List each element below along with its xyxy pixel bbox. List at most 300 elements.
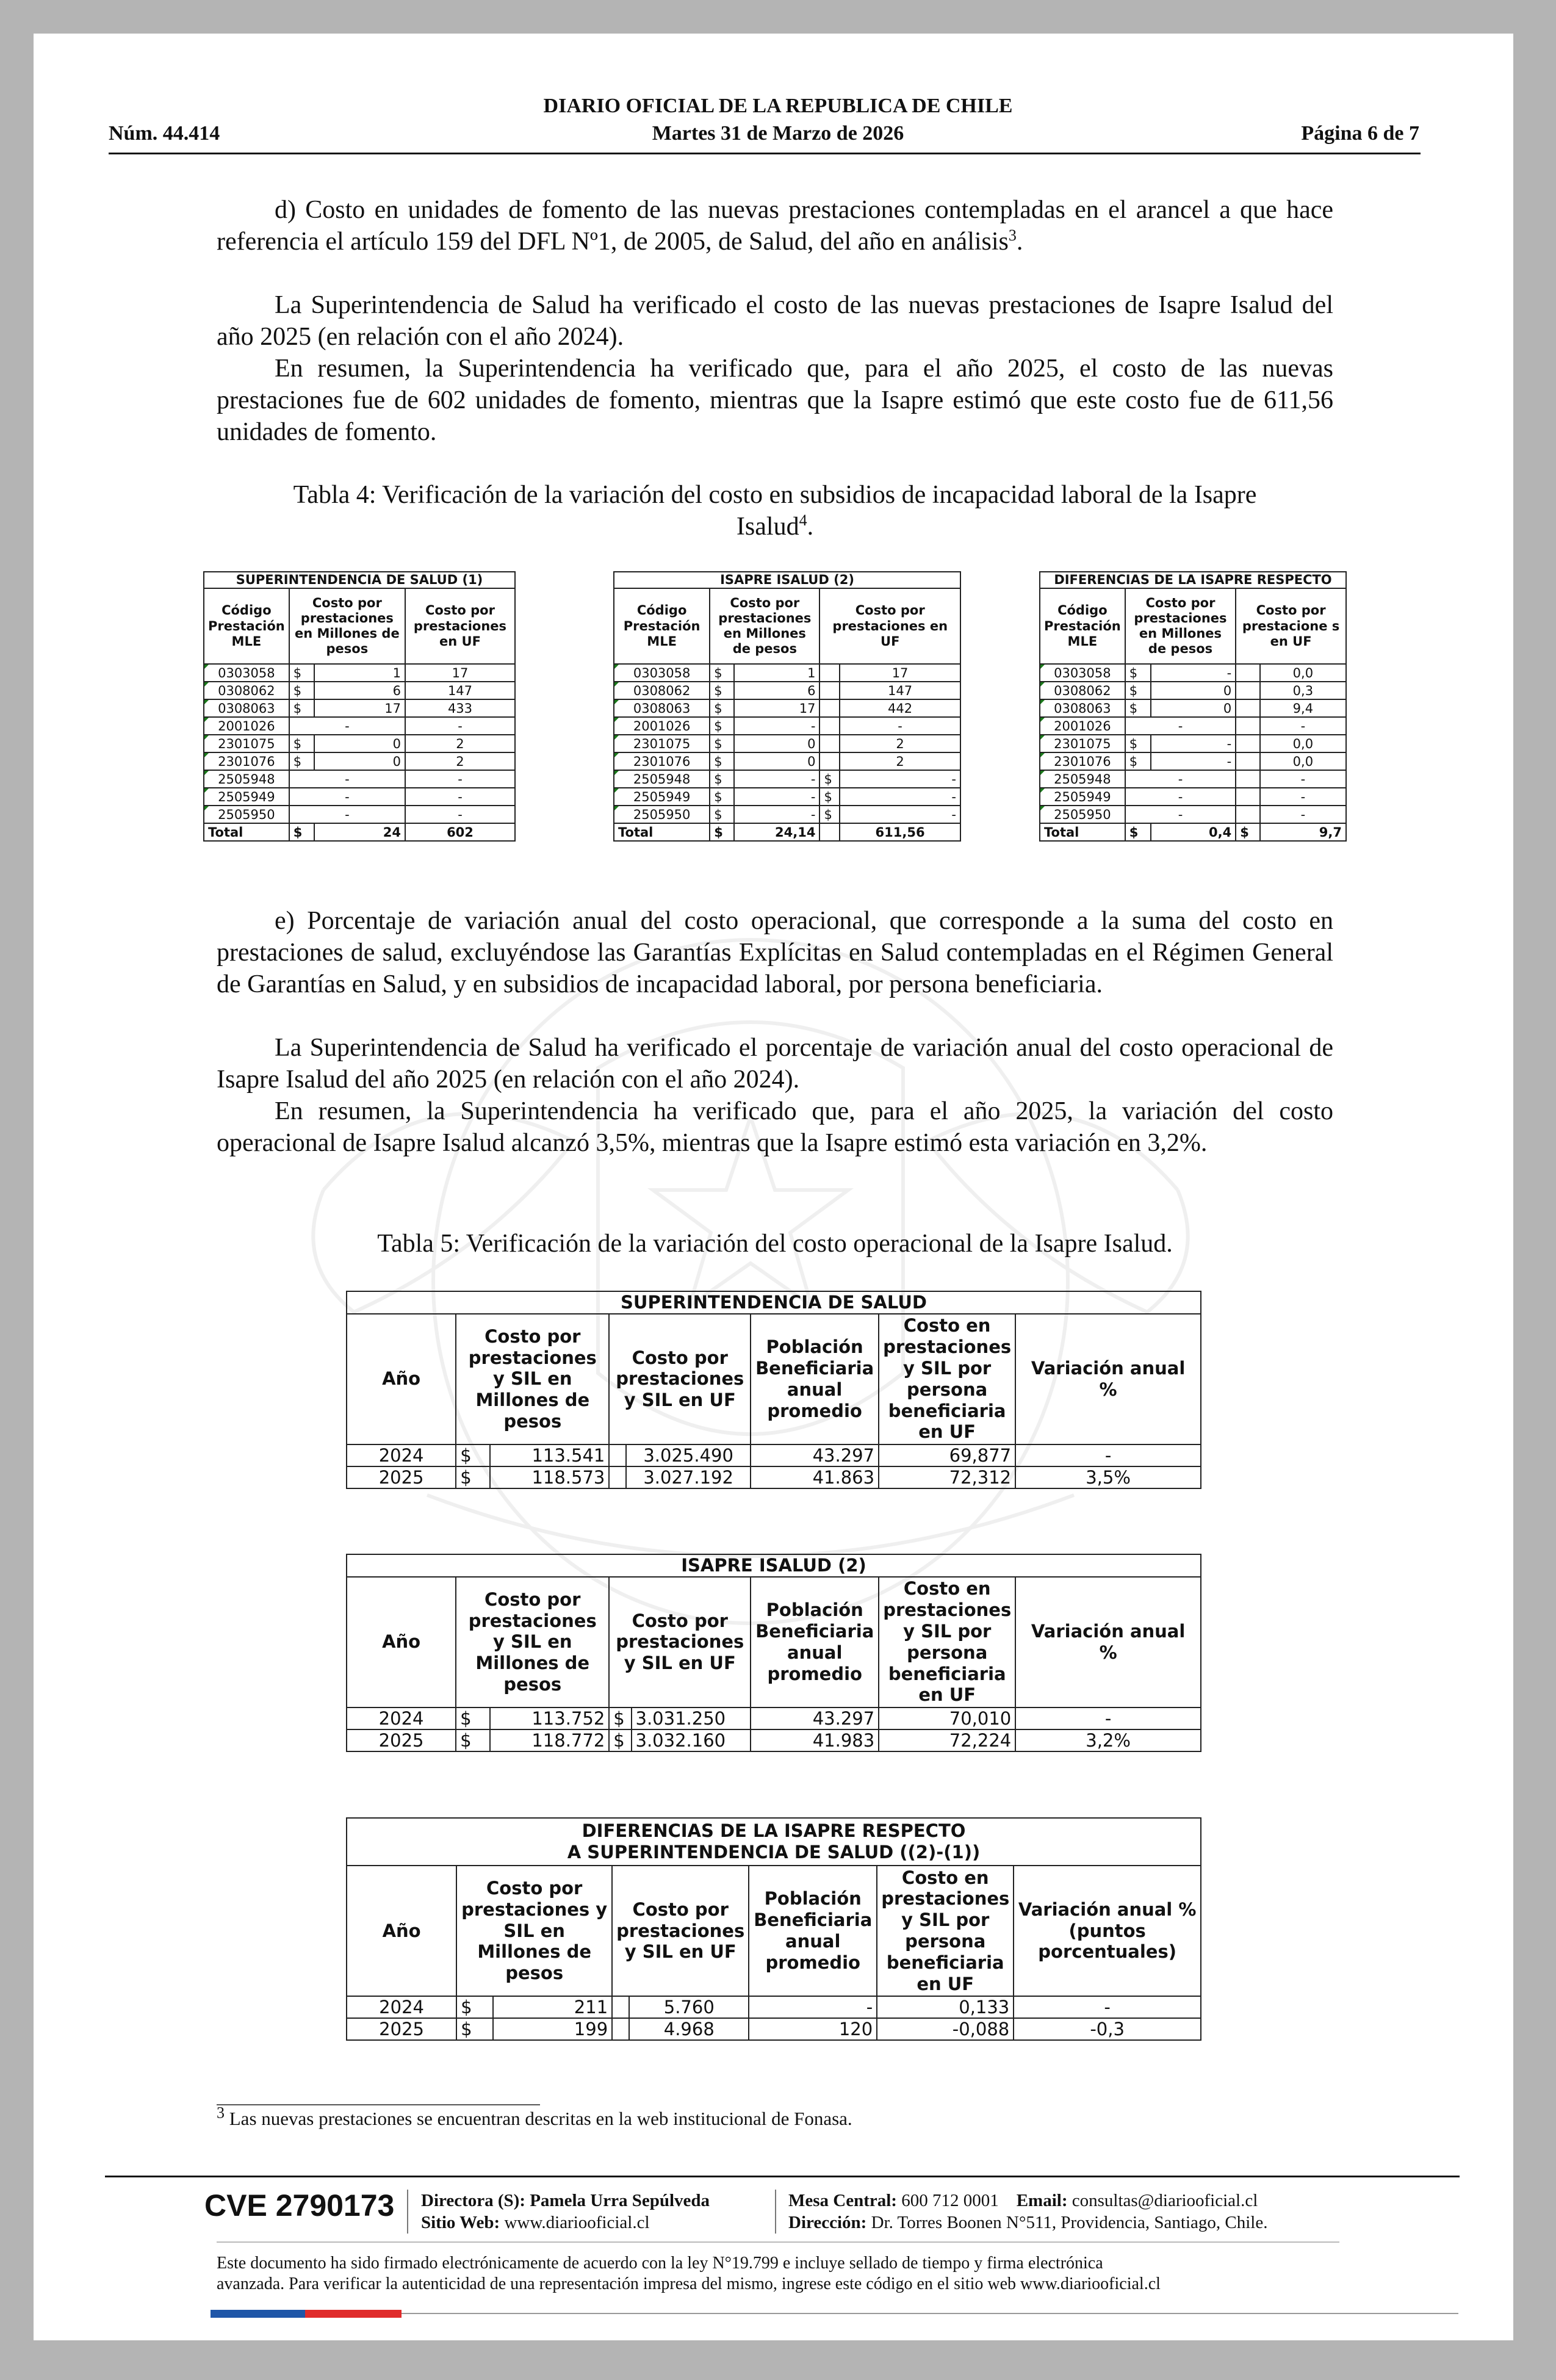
currency-cell — [1236, 752, 1260, 770]
col-codigo: Código Prestación MLE — [614, 588, 710, 664]
legal-notice: Este documento ha sido firmado electrónicamente de acuerdo con la ley N°19.799 e incluye sellado de tiempo y firma electrónica avanzada. Para verificar la autenticidad de una representación impresa del mismo, ingrese este código en el sitio web www.diariooficial.cl — [217, 2254, 1161, 2293]
currency-cell: $ — [710, 735, 734, 752]
cell-marker-icon — [1040, 665, 1045, 669]
col-poblacion: Población Beneficiaria anual promedio — [749, 1866, 877, 1996]
poblacion-cell: 41.983 — [751, 1729, 879, 1751]
costo-uf-cell: - — [1260, 806, 1346, 823]
costo-uf-cell: 17 — [405, 664, 515, 682]
costo-uf-cell: 433 — [405, 699, 515, 717]
total-row — [1040, 823, 1346, 841]
costo-persona-cell: 70,010 — [879, 1707, 1015, 1729]
costo-uf-cell: 3.031.250 — [632, 1707, 751, 1729]
costo-uf-cell: 0,0 — [1260, 664, 1346, 682]
col-poblacion: Población Beneficiaria anual promedio — [751, 1314, 879, 1444]
costo-uf-cell: - — [840, 806, 960, 823]
costo-uf-cell: 9,7 — [1260, 823, 1346, 841]
cell-marker-icon — [204, 771, 209, 775]
costo-uf-cell: 442 — [840, 699, 960, 717]
cell-marker-icon — [1040, 806, 1045, 810]
currency-cell: $ — [710, 699, 734, 717]
cell-marker-icon — [1040, 753, 1045, 757]
currency-cell — [1236, 735, 1260, 752]
table-row — [614, 770, 960, 788]
costo-uf-cell: - — [405, 717, 515, 735]
costo-pesos-cell: - — [289, 806, 405, 823]
poblacion-cell: 43.297 — [751, 1444, 879, 1466]
cell-marker-icon — [1040, 682, 1045, 687]
footnote-rule — [217, 2104, 540, 2105]
table-row — [614, 664, 960, 682]
currency-cell — [1236, 806, 1260, 823]
currency-cell: $ — [1125, 682, 1151, 699]
codigo-cell: 0303058 — [1040, 664, 1125, 682]
cell-marker-icon — [614, 788, 619, 793]
col-costo-pesos: Costo por prestaciones en Millones de pesos — [1125, 588, 1236, 664]
currency-cell — [1236, 664, 1260, 682]
cell-marker-icon — [204, 682, 209, 687]
col-costo-pesos: Costo por prestaciones en Millones de pesos — [710, 588, 819, 664]
cell-marker-icon — [204, 788, 209, 793]
currency-cell: $ — [710, 664, 734, 682]
table5-dif-title: DIFERENCIAS DE LA ISAPRE RESPECTO A SUPERINTENDENCIA DE SALUD ((2)-(1)) — [347, 1818, 1201, 1866]
table-row — [1040, 664, 1346, 682]
variacion-cell: -0,3 — [1014, 2018, 1201, 2040]
table-row — [347, 1729, 1201, 1751]
table-row — [204, 664, 515, 682]
currency-cell — [819, 699, 840, 717]
section-e-p3: En resumen, la Superintendencia ha verificado que, para el año 2025, la variación del costo operacional de Isapre Isalud alcanzó 3,5%, mientras que la Isapre estimó esta variación en 3,2%. — [217, 1097, 1333, 1157]
codigo-cell: Total — [1040, 823, 1125, 841]
costo-pesos-cell: 0 — [314, 735, 405, 752]
cell-marker-icon — [614, 682, 619, 687]
currency-cell: $ — [1125, 752, 1151, 770]
costo-pesos-cell: - — [289, 770, 405, 788]
codigo-cell: 0308063 — [614, 699, 710, 717]
costo-uf-cell: 4.968 — [629, 2018, 749, 2040]
col-costo-uf: Costo por prestaciones en UF — [819, 588, 960, 664]
cell-marker-icon — [204, 665, 209, 669]
costo-pesos-cell: - — [1125, 770, 1236, 788]
table5-sup-title: SUPERINTENDENCIA DE SALUD — [347, 1291, 1201, 1314]
anio-cell: 2025 — [347, 1466, 456, 1488]
section-d-p3: En resumen, la Superintendencia ha verificado que, para el año 2025, el costo de las nuevas prestaciones fue de 602 unidades de fomento, mientras que la Isapre estimó que este costo fue de 611,56 unidades de fomento. — [217, 355, 1333, 446]
issue-date: Martes 31 de Marzo de 2026 — [652, 122, 904, 145]
costo-pesos-cell: - — [1125, 717, 1236, 735]
codigo-cell: 2301076 — [1040, 752, 1125, 770]
codigo-cell: 2505948 — [1040, 770, 1125, 788]
costo-uf-cell: 17 — [840, 664, 960, 682]
currency-cell — [1236, 788, 1260, 806]
costo-pesos-cell: 1 — [314, 664, 405, 682]
section-d-p2: La Superintendencia de Salud ha verificado el costo de las nuevas prestaciones de Isapre Isalud del año 2025 (en relación con el año 2024). — [217, 291, 1333, 351]
codigo-cell: 2001026 — [204, 717, 289, 735]
currency-cell: $ — [819, 806, 840, 823]
poblacion-cell: - — [749, 1996, 877, 2018]
currency-cell: $ — [1236, 823, 1260, 841]
table-row — [614, 788, 960, 806]
cell-marker-icon — [614, 718, 619, 722]
table-row — [204, 682, 515, 699]
cell-marker-icon — [1040, 735, 1045, 740]
col-codigo: Código Prestación MLE — [1040, 588, 1125, 664]
codigo-cell: 2001026 — [1040, 717, 1125, 735]
costo-uf-cell: 0,0 — [1260, 752, 1346, 770]
variacion-cell: - — [1014, 1996, 1201, 2018]
table-row — [204, 752, 515, 770]
costo-pesos-cell: 0 — [1151, 699, 1236, 717]
currency-cell: $ — [710, 682, 734, 699]
codigo-cell: 2505949 — [614, 788, 710, 806]
costo-pesos-cell: - — [1125, 788, 1236, 806]
currency-cell — [1236, 717, 1260, 735]
costo-uf-cell: 147 — [840, 682, 960, 699]
costo-persona-cell: -0,088 — [877, 2018, 1014, 2040]
currency-cell — [819, 717, 840, 735]
costo-pesos-cell: 199 — [493, 2018, 612, 2040]
currency-cell — [609, 1466, 626, 1488]
table-row — [204, 806, 515, 823]
costo-persona-cell: 69,877 — [879, 1444, 1015, 1466]
table-row — [614, 752, 960, 770]
cell-marker-icon — [204, 753, 209, 757]
table4-isa-title: ISAPRE ISALUD (2) — [614, 572, 960, 588]
codigo-cell: 2505950 — [204, 806, 289, 823]
cell-marker-icon — [614, 806, 619, 810]
costo-uf-cell: - — [405, 770, 515, 788]
costo-pesos-cell: - — [734, 717, 820, 735]
costo-uf-cell: 147 — [405, 682, 515, 699]
costo-uf-cell: 602 — [405, 823, 515, 841]
costo-pesos-cell: 24,14 — [734, 823, 820, 841]
cell-marker-icon — [204, 718, 209, 722]
cell-marker-icon — [1040, 718, 1045, 722]
col-costo-pesos: Costo por prestaciones en Millones de pesos — [289, 588, 405, 664]
codigo-cell: Total — [614, 823, 710, 841]
total-row — [204, 823, 515, 841]
anio-cell: 2024 — [347, 1996, 456, 2018]
col-anio: Año — [347, 1577, 456, 1707]
currency-cell: $ — [289, 682, 314, 699]
footer-divider — [407, 2190, 408, 2234]
currency-cell: $ — [609, 1729, 631, 1751]
costo-pesos-cell: 6 — [734, 682, 820, 699]
col-anio: Año — [347, 1866, 456, 1996]
footer-divider — [775, 2190, 776, 2234]
poblacion-cell: 43.297 — [751, 1707, 879, 1729]
costo-pesos-cell: - — [1125, 806, 1236, 823]
poblacion-cell: 41.863 — [751, 1466, 879, 1488]
table5-diferencias — [346, 1817, 1201, 2041]
costo-pesos-cell: 0 — [314, 752, 405, 770]
costo-pesos-cell: - — [734, 806, 820, 823]
costo-persona-cell: 72,224 — [879, 1729, 1015, 1751]
table-row — [614, 682, 960, 699]
codigo-cell: 2301076 — [204, 752, 289, 770]
costo-uf-cell: 9,4 — [1260, 699, 1346, 717]
currency-cell: $ — [819, 788, 840, 806]
costo-pesos-cell: - — [734, 788, 820, 806]
codigo-cell: 2301076 — [614, 752, 710, 770]
codigo-cell: 2505948 — [614, 770, 710, 788]
total-row — [614, 823, 960, 841]
costo-pesos-cell: 0,4 — [1151, 823, 1236, 841]
col-costo-persona: Costo en prestaciones y SIL por persona beneficiaria en UF — [879, 1577, 1015, 1707]
costo-uf-cell: 3.025.490 — [626, 1444, 751, 1466]
codigo-cell: 0303058 — [614, 664, 710, 682]
currency-cell — [819, 682, 840, 699]
costo-pesos-cell: 118.772 — [490, 1729, 609, 1751]
costo-uf-cell: 2 — [405, 735, 515, 752]
currency-cell: $ — [1125, 699, 1151, 717]
cell-marker-icon — [204, 700, 209, 704]
costo-uf-cell: - — [1260, 717, 1346, 735]
table-row — [204, 717, 515, 735]
table4-dif-title: DIFERENCIAS DE LA ISAPRE RESPECTO — [1040, 572, 1346, 588]
anio-cell: 2025 — [347, 2018, 456, 2040]
currency-cell — [612, 2018, 629, 2040]
currency-cell: $ — [289, 699, 314, 717]
address: Dr. Torres Boonen N°511, Providencia, Santiago, Chile. — [871, 2213, 1268, 2232]
currency-cell: $ — [1125, 735, 1151, 752]
costo-pesos-cell: 211 — [493, 1996, 612, 2018]
section-e — [217, 905, 1333, 1159]
table4-caption: Tabla 4: Verificación de la variación del costo en subsidios de incapacidad laboral de la Isapre Isalud$^4$. — [293, 481, 1257, 541]
col-variacion: Variación anual % — [1015, 1314, 1201, 1444]
costo-pesos-cell: - — [289, 788, 405, 806]
email-link[interactable]: consultas@diariooficial.cl — [1072, 2191, 1258, 2210]
costo-pesos-cell: 0 — [734, 752, 820, 770]
currency-cell: $ — [289, 752, 314, 770]
footnote-3: $^3$ Las nuevas prestaciones se encuentran descritas en la web institucional de Fonasa. — [217, 2104, 852, 2129]
currency-cell — [612, 1996, 629, 2018]
footer-right-info: Mesa Central: 600 712 0001 Email: consultas@diariooficial.cl Dirección: Dr. Torres Boonen N°511, Providencia, Santiago, Chile. — [788, 2191, 1268, 2232]
costo-pesos-cell: 17 — [734, 699, 820, 717]
table4-superintendencia — [203, 571, 516, 842]
variacion-cell: - — [1015, 1707, 1201, 1729]
table4-diferencias — [1039, 571, 1347, 842]
currency-cell — [819, 664, 840, 682]
table-row — [347, 1466, 1201, 1488]
costo-pesos-cell: - — [1151, 735, 1236, 752]
costo-uf-cell: 3.032.160 — [632, 1729, 751, 1751]
currency-cell — [819, 735, 840, 752]
col-costo-uf: Costo por prestaciones en UF — [405, 588, 515, 664]
costo-persona-cell: 0,133 — [877, 1996, 1014, 2018]
costo-pesos-cell: - — [289, 717, 405, 735]
table-row — [347, 2018, 1201, 2040]
currency-cell — [1236, 770, 1260, 788]
table-row — [614, 806, 960, 823]
table-row — [1040, 806, 1346, 823]
table-row — [204, 699, 515, 717]
col-costo-pesos: Costo por prestaciones y SIL en Millones de pesos — [456, 1866, 612, 1996]
section-e-p2: La Superintendencia de Salud ha verificado el porcentaje de variación anual del costo operacional de Isapre Isalud del año 2025 (en relación con el año 2024). — [217, 1034, 1333, 1094]
variacion-cell: - — [1015, 1444, 1201, 1466]
costo-uf-cell: 611,56 — [840, 823, 960, 841]
currency-cell: $ — [710, 717, 734, 735]
table-row — [1040, 682, 1346, 699]
costo-pesos-cell: 118.573 — [490, 1466, 609, 1488]
table-row — [347, 1444, 1201, 1466]
table5-superintendencia — [346, 1291, 1201, 1489]
col-costo-persona: Costo en prestaciones y SIL por persona beneficiaria en UF — [877, 1866, 1014, 1996]
currency-cell: $ — [710, 752, 734, 770]
currency-cell: $ — [456, 1996, 493, 2018]
currency-cell: $ — [819, 770, 840, 788]
codigo-cell: 2505950 — [1040, 806, 1125, 823]
currency-cell: $ — [456, 1729, 490, 1751]
table-row — [1040, 717, 1346, 735]
col-costo-uf: Costo por prestacione s en UF — [1236, 588, 1346, 664]
col-costo-pesos: Costo por prestaciones y SIL en Millones de pesos — [456, 1577, 609, 1707]
codigo-cell: 2505950 — [614, 806, 710, 823]
cell-marker-icon — [1040, 788, 1045, 793]
codigo-cell: 2505949 — [204, 788, 289, 806]
footer-rule — [105, 2176, 1460, 2177]
costo-uf-cell: - — [840, 770, 960, 788]
cell-marker-icon — [1040, 700, 1045, 704]
page-number: Página 6 de 7 — [1301, 122, 1419, 145]
table5-isa-title: ISAPRE ISALUD (2) — [347, 1554, 1201, 1577]
currency-cell: $ — [289, 735, 314, 752]
codigo-cell: 0308062 — [1040, 682, 1125, 699]
col-codigo: Código Prestación MLE — [204, 588, 289, 664]
costo-uf-cell: 2 — [840, 735, 960, 752]
table5-caption: Tabla 5: Verificación de la variación del costo operacional de la Isapre Isalud. — [377, 1230, 1173, 1258]
col-anio: Año — [347, 1314, 456, 1444]
table-row — [347, 1996, 1201, 2018]
currency-cell: $ — [1125, 664, 1151, 682]
costo-uf-cell: - — [840, 717, 960, 735]
col-variacion-pp: Variación anual % (puntos porcentuales) — [1014, 1866, 1201, 1996]
cell-marker-icon — [614, 665, 619, 669]
codigo-cell: 2505948 — [204, 770, 289, 788]
codigo-cell: 2301075 — [204, 735, 289, 752]
currency-cell: $ — [710, 788, 734, 806]
flag-stripe-blue — [211, 2310, 305, 2318]
currency-cell: $ — [456, 1466, 490, 1488]
costo-pesos-cell: 1 — [734, 664, 820, 682]
currency-cell: $ — [289, 823, 314, 841]
table4-isapre — [613, 571, 961, 842]
cell-marker-icon — [614, 700, 619, 704]
section-d — [217, 194, 1333, 448]
director-label: Directora (S): Pamela Urra Sepúlveda — [421, 2191, 710, 2210]
currency-cell — [819, 752, 840, 770]
footer-left-info: Directora (S): Pamela Urra Sepúlveda Sitio Web: www.diariooficial.cl — [421, 2191, 710, 2232]
codigo-cell: 2505949 — [1040, 788, 1125, 806]
costo-uf-cell: 2 — [405, 752, 515, 770]
costo-uf-cell: - — [1260, 770, 1346, 788]
costo-uf-cell: 0,3 — [1260, 682, 1346, 699]
anio-cell: 2024 — [347, 1444, 456, 1466]
website-link[interactable]: www.diariooficial.cl — [504, 2213, 650, 2232]
phone-number: 600 712 0001 — [901, 2191, 999, 2210]
currency-cell: $ — [710, 770, 734, 788]
footnote-ref-4[interactable]: 4 — [799, 511, 807, 529]
section-d-text: d) Costo en unidades de fomento de las nuevas prestaciones contempladas en el arancel a que hace referencia el artículo 159 del DFL Nº1, de 2005, de Salud, del año en análisis$^3$. — [217, 196, 1333, 256]
cell-marker-icon — [1040, 771, 1045, 775]
costo-pesos-cell: - — [1151, 752, 1236, 770]
col-variacion: Variación anual % — [1015, 1577, 1201, 1707]
costo-uf-cell: - — [405, 788, 515, 806]
footer-thin-rule — [217, 2241, 1339, 2243]
costo-pesos-cell: 113.752 — [490, 1707, 609, 1729]
costo-uf-cell: - — [405, 806, 515, 823]
codigo-cell: 0308063 — [1040, 699, 1125, 717]
flag-stripe-red — [305, 2310, 402, 2318]
col-costo-uf: Costo por prestaciones y SIL en UF — [609, 1314, 751, 1444]
footnote-ref-3[interactable]: 3 — [1008, 226, 1017, 244]
cell-marker-icon — [614, 735, 619, 740]
costo-uf-cell: 2 — [840, 752, 960, 770]
codigo-cell: 0308062 — [614, 682, 710, 699]
anio-cell: 2025 — [347, 1729, 456, 1751]
table5-isapre — [346, 1554, 1201, 1752]
currency-cell: $ — [1125, 823, 1151, 841]
table-row — [1040, 788, 1346, 806]
table-row — [1040, 735, 1346, 752]
anio-cell: 2024 — [347, 1707, 456, 1729]
cell-marker-icon — [204, 735, 209, 740]
poblacion-cell: 120 — [749, 2018, 877, 2040]
table4-sup-title: SUPERINTENDENCIA DE SALUD (1) — [204, 572, 515, 588]
codigo-cell: Total — [204, 823, 289, 841]
newspaper-title: DIARIO OFICIAL DE LA REPUBLICA DE CHILE — [543, 95, 1013, 117]
costo-pesos-cell: - — [1151, 664, 1236, 682]
currency-cell: $ — [289, 664, 314, 682]
variacion-cell: 3,2% — [1015, 1729, 1201, 1751]
currency-cell: $ — [710, 806, 734, 823]
col-costo-uf: Costo por prestaciones y SIL en UF — [609, 1577, 751, 1707]
cve-code: CVE 2790173 — [204, 2188, 395, 2223]
costo-uf-cell: - — [840, 788, 960, 806]
costo-uf-cell: 3.027.192 — [626, 1466, 751, 1488]
header-rule — [109, 153, 1421, 154]
currency-cell — [1236, 682, 1260, 699]
costo-pesos-cell: 17 — [314, 699, 405, 717]
cell-marker-icon — [204, 806, 209, 810]
table-row — [204, 735, 515, 752]
variacion-cell: 3,5% — [1015, 1466, 1201, 1488]
table-row — [614, 735, 960, 752]
table-row — [204, 770, 515, 788]
currency-cell: $ — [456, 1444, 490, 1466]
table-row — [204, 788, 515, 806]
codigo-cell: 2001026 — [614, 717, 710, 735]
codigo-cell: 2301075 — [1040, 735, 1125, 752]
table-row — [614, 717, 960, 735]
codigo-cell: 0303058 — [204, 664, 289, 682]
currency-cell: $ — [456, 2018, 493, 2040]
col-costo-uf: Costo por prestaciones y SIL en UF — [612, 1866, 749, 1996]
codigo-cell: 0308063 — [204, 699, 289, 717]
costo-pesos-cell: - — [734, 770, 820, 788]
currency-cell: $ — [609, 1707, 631, 1729]
costo-uf-cell: 0,0 — [1260, 735, 1346, 752]
table-row — [347, 1707, 1201, 1729]
currency-cell — [1236, 699, 1260, 717]
table-row — [1040, 770, 1346, 788]
costo-pesos-cell: 0 — [734, 735, 820, 752]
currency-cell — [819, 823, 840, 841]
currency-cell: $ — [710, 823, 734, 841]
costo-pesos-cell: 0 — [1151, 682, 1236, 699]
table-row — [1040, 699, 1346, 717]
codigo-cell: 2301075 — [614, 735, 710, 752]
currency-cell: $ — [456, 1707, 490, 1729]
currency-cell — [609, 1444, 626, 1466]
